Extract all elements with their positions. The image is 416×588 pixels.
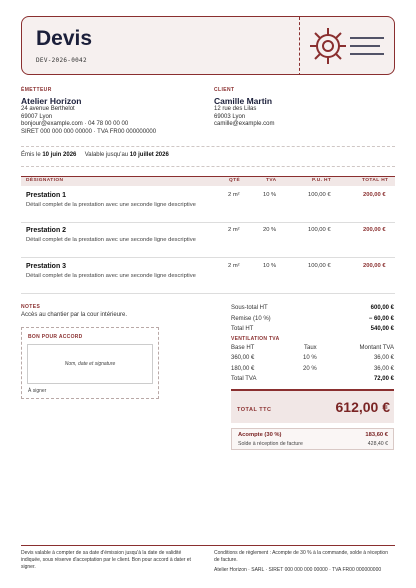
- row-vat: 20 %: [263, 227, 277, 233]
- items-table-header: [21, 176, 395, 186]
- table-row: [21, 258, 395, 294]
- issuer-label: ÉMETTEUR: [21, 87, 52, 93]
- vat-row-amount: 36,00 €: [373, 355, 394, 361]
- row-qty: 2 m²: [228, 192, 240, 198]
- row-total: 200,00 €: [363, 192, 386, 198]
- row-description: Détail complet de la prestation avec une seconde ligne descriptive: [26, 273, 196, 279]
- total-ttc-box: [231, 389, 394, 423]
- total-ttc-label: TOTAL TTC: [237, 407, 272, 413]
- col-header-designation: DÉSIGNATION: [26, 178, 64, 183]
- col-header-qty: QTÉ: [229, 178, 241, 183]
- row-description: Détail complet de la prestation avec une seconde ligne descriptive: [26, 202, 196, 208]
- footer-payment-terms: Conditions de règlement : Acompte de 30 % à la commande, solde à réception de facture.: [214, 550, 388, 563]
- row-description: Détail complet de la prestation avec une seconde ligne descriptive: [26, 237, 196, 243]
- col-header-vat: TVA: [266, 178, 277, 183]
- divider: [21, 146, 395, 147]
- document-reference: DEV-2026-0042: [36, 57, 87, 64]
- header-card: [21, 16, 395, 75]
- footer-right: [214, 550, 394, 574]
- col-header-total: TOTAL HT: [362, 178, 389, 183]
- row-name: Prestation 2: [26, 227, 67, 234]
- divider: [21, 166, 395, 167]
- vat-row-rate: 20 %: [303, 366, 317, 372]
- total-ht-line: [231, 326, 394, 332]
- subtotal-value: 600,00 €: [370, 305, 394, 311]
- signature-field[interactable]: [27, 344, 153, 384]
- total-vat-line: [231, 376, 394, 382]
- row-unit-price: 100,00 €: [308, 263, 331, 269]
- subtotal-label: Sous-total HT: [231, 305, 268, 311]
- row-vat: 10 %: [263, 263, 277, 269]
- vat-row-amount: 36,00 €: [373, 366, 394, 372]
- table-row: [21, 187, 395, 223]
- row-qty: 2 m²: [228, 263, 240, 269]
- notes-label: NOTES: [21, 304, 41, 310]
- issuer-legal: SIRET 000 000 000 00000 · TVA FR00 000000000: [21, 128, 157, 135]
- row-unit-price: 100,00 €: [308, 192, 331, 198]
- total-ht-value: 540,00 €: [370, 326, 394, 332]
- issuer-contact: bonjour@example.com · 04 78 00 00 00: [21, 121, 129, 128]
- footer-company-line: Atelier Horizon · SARL · SIRET 000 000 000 00000 · TVA FR00 000000000: [214, 567, 382, 573]
- valid-prefix: Valable jusqu'au: [84, 152, 129, 158]
- row-qty: 2 m²: [228, 227, 240, 233]
- notes-text: Accès au chantier par la cour intérieure.: [21, 312, 128, 318]
- vat-header-base: Base HT: [231, 345, 255, 351]
- signature-title: BON POUR ACCORD: [28, 334, 83, 340]
- signature-place: À signer: [28, 388, 47, 394]
- client-block: [214, 87, 384, 129]
- issued-date: 10 juin 2026: [42, 152, 77, 158]
- vat-breakdown-label: VENTILATION TVA: [231, 336, 280, 342]
- vat-header-amount: Montant TVA: [359, 345, 394, 351]
- footer-validity: Devis valable à compter de sa date d'émission jusqu'à la date de validité indiquée, sous réserve d'acceptation par le client. Bon pour accord à dater et signer.: [21, 550, 191, 570]
- vat-header-rate: Taux: [304, 345, 317, 351]
- balance-value: 428,40 €: [367, 441, 388, 447]
- compass-wheel-logo-icon: [308, 25, 388, 67]
- valid-date: 10 juillet 2026: [129, 152, 169, 158]
- issued-prefix: Émis le: [21, 152, 41, 158]
- vat-row-base: 180,00 €: [231, 366, 255, 372]
- issuer-block: [21, 87, 191, 137]
- balance-label: Solde à réception de facture: [238, 441, 303, 447]
- row-total: 200,00 €: [363, 263, 386, 269]
- dates-line: [21, 152, 169, 158]
- client-label: CLIENT: [214, 87, 235, 93]
- col-header-unit-price: P.U. HT: [312, 178, 332, 183]
- client-email: camille@example.com: [214, 121, 275, 128]
- row-total: 200,00 €: [363, 227, 386, 233]
- document-title: Devis: [36, 27, 93, 50]
- client-name: Camille Martin: [214, 95, 273, 106]
- vat-row-base: 360,00 €: [231, 355, 255, 361]
- issuer-address-line1: 24 avenue Berthelot: [21, 106, 75, 113]
- issuer-address-line2: 69007 Lyon: [21, 113, 53, 120]
- footer-rule: [21, 545, 395, 546]
- total-ht-label: Total HT: [231, 326, 254, 332]
- vat-row-rate: 10 %: [303, 355, 317, 361]
- header-divider: [299, 17, 300, 75]
- row-vat: 10 %: [263, 192, 277, 198]
- client-address-line1: 12 rue des Lilas: [214, 106, 257, 113]
- client-address-line2: 69003 Lyon: [214, 113, 246, 120]
- row-name: Prestation 1: [26, 192, 67, 199]
- discount-label: Remise (10 %): [231, 316, 271, 322]
- table-row: [21, 222, 395, 258]
- total-vat-label: Total TVA: [231, 376, 257, 382]
- row-unit-price: 100,00 €: [308, 227, 331, 233]
- deposit-box: [231, 428, 394, 450]
- discount-value: − 60,00 €: [368, 316, 394, 322]
- deposit-label: Acompte (30 %): [238, 432, 282, 438]
- total-ttc-value: 612,00 €: [335, 399, 390, 415]
- signature-placeholder: Nom, date et signature: [64, 361, 116, 367]
- issuer-name: Atelier Horizon: [21, 95, 82, 106]
- discount-line: [231, 316, 394, 322]
- row-name: Prestation 3: [26, 263, 67, 270]
- total-vat-value: 72,00 €: [373, 376, 394, 382]
- subtotal-line: [231, 305, 394, 311]
- deposit-value: 183,60 €: [365, 432, 388, 438]
- signature-box: [21, 327, 159, 399]
